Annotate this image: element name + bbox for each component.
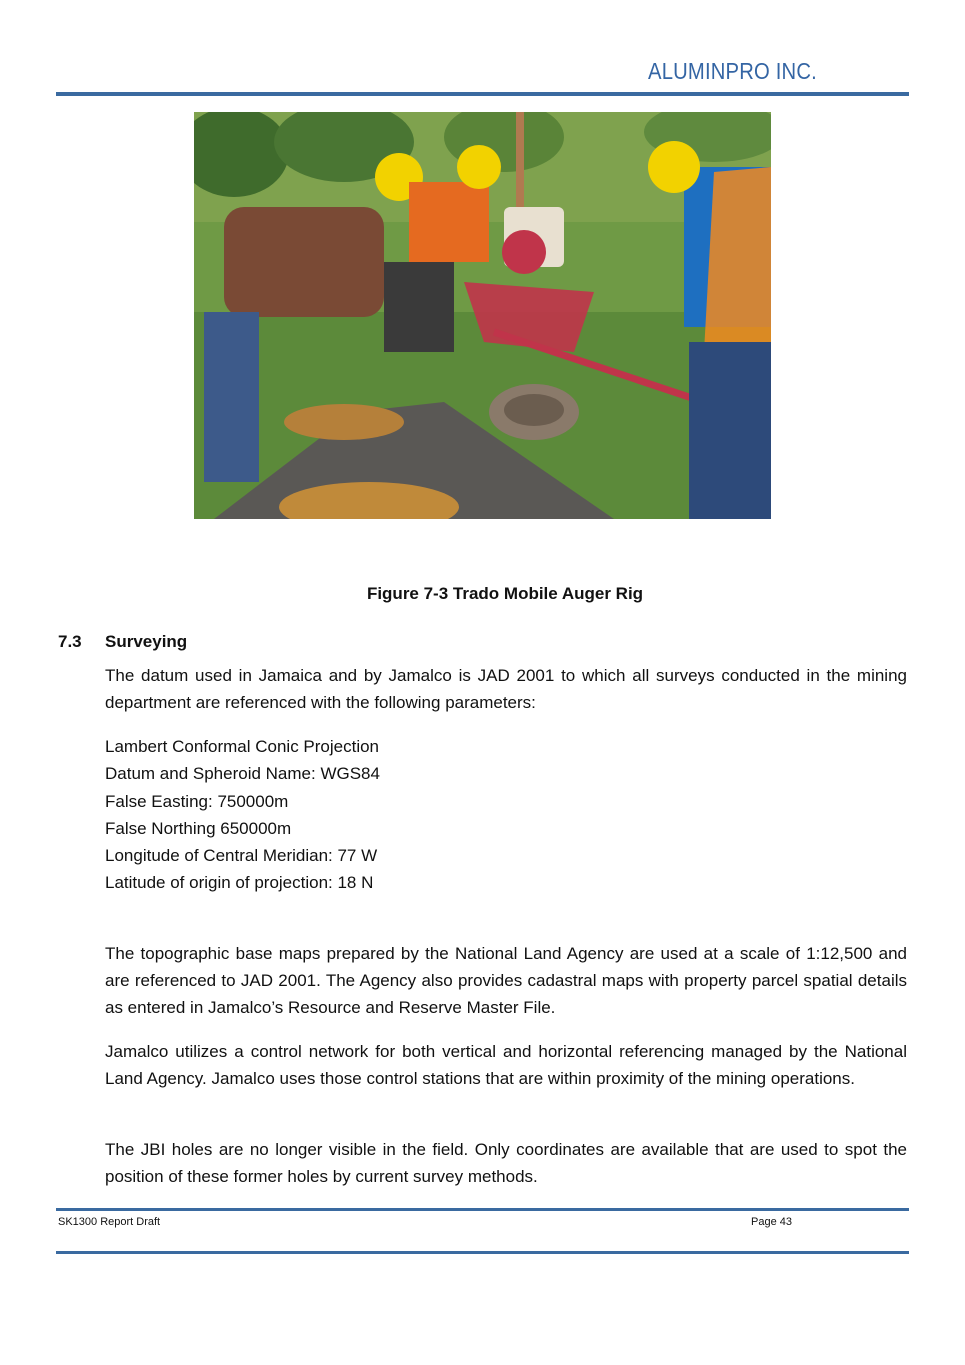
projection-parameters — [105, 733, 380, 897]
parameter-line: Longitude of Central Meridian: 77 W — [105, 846, 378, 866]
parameter-line: Latitude of origin of projection: 18 N — [105, 873, 374, 893]
header-rule — [56, 92, 909, 96]
parameter-line: False Easting: 750000m — [105, 791, 289, 811]
footer-rule-top — [56, 1208, 909, 1211]
parameter-line: False Northing 650000m — [105, 818, 292, 838]
footer-page-number: Page 43 — [751, 1216, 792, 1228]
figure-caption: Figure 7-3 Trado Mobile Auger Rig — [366, 584, 644, 603]
footer-document-title: SK1300 Report Draft — [58, 1216, 161, 1228]
jbi-holes-paragraph: The JBI holes are no longer visible in the field. Only coordinates are available that are used to spot the position of these former holes by current survey methods. — [105, 1140, 907, 1186]
parameter-line: Datum and Spheroid Name: WGS84 — [105, 764, 380, 784]
auger-rig-photo — [194, 112, 771, 519]
section-number: 7.3 — [58, 632, 82, 651]
parameter-line: Lambert Conformal Conic Projection — [105, 737, 380, 756]
company-name: ALUMINPRO INC. — [648, 58, 817, 84]
footer-rule-bottom — [56, 1251, 909, 1254]
control-network-paragraph: Jamalco utilizes a control network for both vertical and horizontal referencing managed by the National Land Agency. Jamalco uses those control stations that are within proximity of the mining operations. — [105, 1042, 907, 1088]
section-title: Surveying — [105, 632, 188, 651]
section-heading — [58, 632, 187, 652]
topographic-paragraph: The topographic base maps prepared by the National Land Agency are used at a scale of 1:12,500 and are referenced to JAD 2001. The Agency also provides cadastral maps with property parcel spatial details as entered in Jamalco’s Resource and Reserve Master File. — [105, 944, 907, 1017]
intro-paragraph: The datum used in Jamaica and by Jamalco is JAD 2001 to which all surveys conducted in the mining department are referenced with the following parameters: — [105, 666, 907, 712]
